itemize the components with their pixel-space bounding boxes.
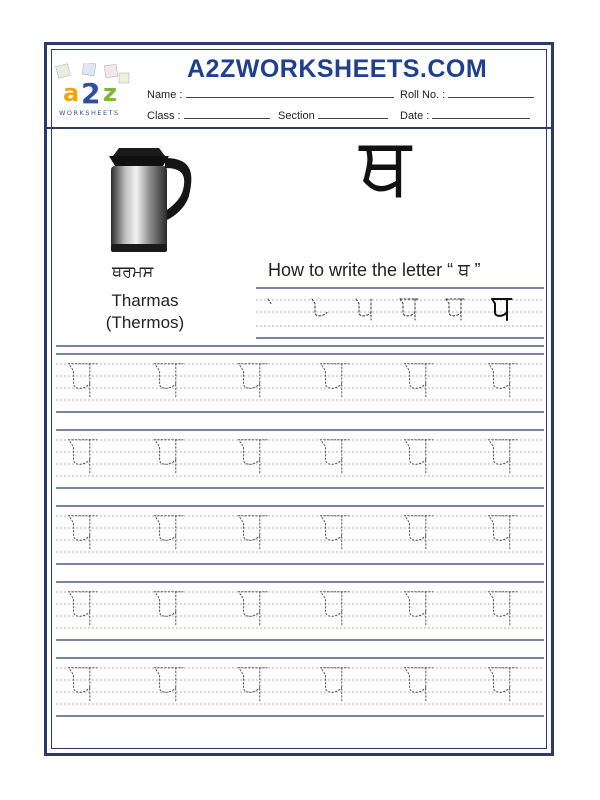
punjabi-word: ਥਰਮਸ bbox=[112, 262, 154, 281]
svg-text:a: a bbox=[63, 79, 80, 107]
logo-wordmark: WORKSHEETS bbox=[59, 109, 120, 117]
stroke-step-4 bbox=[400, 299, 420, 320]
practice-letter bbox=[154, 516, 183, 550]
practice-letter bbox=[68, 364, 97, 398]
practice-letter bbox=[68, 668, 97, 702]
practice-letter bbox=[154, 440, 183, 474]
practice-letter bbox=[68, 592, 97, 626]
practice-letter bbox=[320, 516, 349, 550]
howto-caption: How to write the letter “ ਥ ” bbox=[268, 260, 481, 280]
practice-letter bbox=[404, 440, 433, 474]
english-word-text: Tharmas bbox=[111, 291, 179, 310]
practice-letter bbox=[404, 668, 433, 702]
svg-text:2: 2 bbox=[81, 77, 101, 110]
practice-letter bbox=[238, 516, 267, 550]
practice-letter bbox=[154, 668, 183, 702]
section-label: Section bbox=[278, 110, 315, 122]
practice-letter bbox=[68, 516, 97, 550]
practice-letter bbox=[404, 516, 433, 550]
practice-letter bbox=[68, 440, 97, 474]
practice-letter bbox=[238, 668, 267, 702]
practice-letter bbox=[488, 516, 517, 550]
practice-letter bbox=[238, 592, 267, 626]
name-label: Name : bbox=[147, 89, 183, 101]
practice-letter bbox=[488, 592, 517, 626]
practice-letter bbox=[404, 364, 433, 398]
featured-letter: ਥ bbox=[359, 119, 411, 214]
stroke-step-2 bbox=[312, 299, 327, 316]
class-label: Class : bbox=[147, 110, 181, 122]
date-label: Date : bbox=[400, 110, 430, 122]
stroke-step-3 bbox=[356, 299, 371, 320]
roll-label: Roll No. : bbox=[400, 89, 446, 101]
practice-letter bbox=[320, 364, 349, 398]
practice-letter bbox=[320, 668, 349, 702]
practice-letter bbox=[238, 440, 267, 474]
site-title: A2ZWORKSHEETS.COM bbox=[187, 55, 488, 83]
practice-letter bbox=[404, 592, 433, 626]
svg-text:z: z bbox=[103, 79, 117, 107]
english-meaning-text: (Thermos) bbox=[105, 313, 185, 332]
stroke-step-6 bbox=[492, 299, 512, 320]
practice-letter bbox=[488, 440, 517, 474]
practice-letter bbox=[320, 592, 349, 626]
practice-letter bbox=[320, 440, 349, 474]
practice-letter bbox=[238, 364, 267, 398]
stroke-step-5 bbox=[446, 299, 466, 320]
practice-letter bbox=[488, 668, 517, 702]
practice-letter bbox=[488, 364, 517, 398]
practice-letter bbox=[154, 364, 183, 398]
practice-letter bbox=[154, 592, 183, 626]
